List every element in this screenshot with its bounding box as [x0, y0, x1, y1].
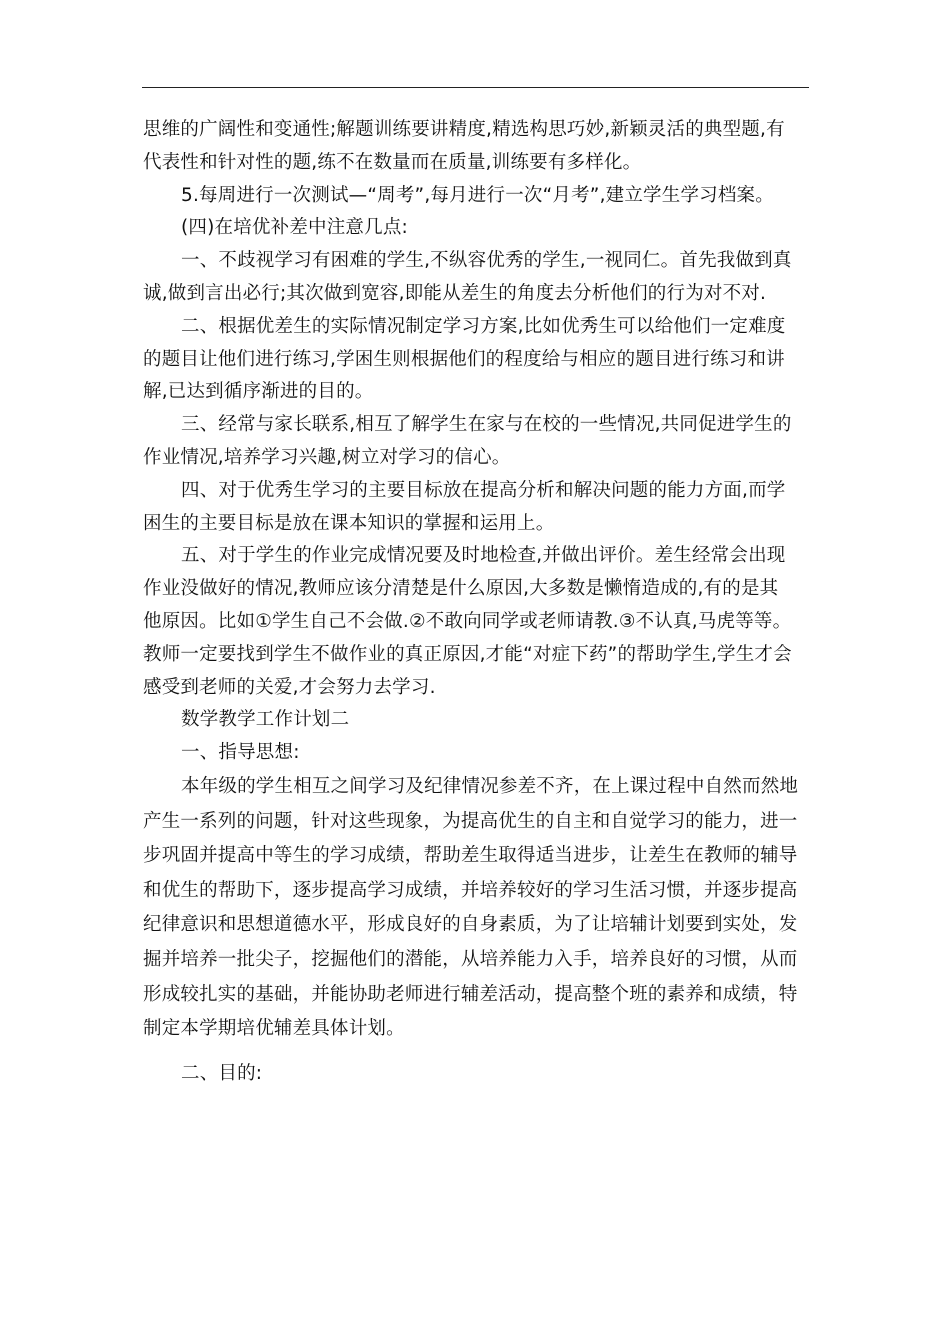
text-line: 二、目的: — [181, 1062, 263, 1084]
paragraph — [143, 540, 811, 704]
paragraph — [143, 770, 811, 1047]
text-line: 困生的主要目标是放在课本知识的掌握和运用上。 — [143, 512, 555, 534]
text-line: 五、对于学生的作业完成情况要及时地检查,并做出评价。差生经常会出现 — [181, 545, 786, 567]
paragraph — [143, 475, 811, 541]
header-rule — [142, 87, 809, 88]
paragraph — [143, 409, 811, 475]
text-line: 数学教学工作计划二 — [181, 709, 350, 731]
text-line: 一、指导思想: — [181, 742, 300, 764]
text-line: 本年级的学生相互之间学习及纪律情况参差不齐，在上课过程中自然而然地 — [181, 775, 799, 797]
text-line: 感受到老师的关爱,才会努力去学习. — [143, 676, 436, 698]
section-heading — [143, 1058, 811, 1091]
paragraph — [143, 180, 811, 213]
text-line: 二、根据优差生的实际情况制定学习方案,比如优秀生可以给他们一定难度 — [181, 315, 786, 337]
text-line: 产生一系列的问题，针对这些现象，为提高优生的自主和自觉学习的能力，进一 — [143, 810, 798, 832]
section-title — [143, 704, 811, 737]
text-line: 代表性和针对性的题,练不在数量而在质量,训练要有多样化。 — [143, 151, 642, 173]
text-line: 纪律意识和思想道德水平，形成良好的自身素质，为了让培辅计划要到实处，发 — [143, 914, 798, 936]
text-line: 三、经常与家长联系,相互了解学生在家与在校的一些情况,共同促进学生的 — [181, 414, 792, 436]
text-line: 教师一定要找到学生不做作业的真正原因,才能“对症下药”的帮助学生,学生才会 — [143, 643, 792, 665]
paragraph — [143, 245, 811, 311]
text-line: 的题目让他们进行练习,学困生则根据他们的程度给与相应的题目进行练习和讲 — [143, 348, 785, 370]
text-line: (四)在培优补差中注意几点: — [181, 217, 408, 239]
text-line: 作业情况,培养学习兴趣,树立对学习的信心。 — [143, 446, 511, 468]
text-line: 制定本学期培优辅差具体计划。 — [143, 1018, 405, 1040]
section-heading — [143, 212, 811, 245]
text-line: 作业没做好的情况,教师应该分清楚是什么原因,大多数是懒惰造成的,有的是其 — [143, 578, 779, 600]
paragraph — [143, 114, 811, 180]
text-line: 掘并培养一批尖子，挖掘他们的潜能，从培养能力入手，培养良好的习惯，从而 — [143, 948, 798, 970]
text-line: 他原因。比如①学生自己不会做.②不敢向同学或老师请教.③不认真,马虎等等。 — [143, 610, 792, 632]
text-line: 思维的广阔性和变通性;解题训练要讲精度,精选构思巧妙,新颖灵活的典型题,有 — [143, 119, 785, 140]
document-body — [143, 114, 811, 1090]
text-line: 诚,做到言出必行;其次做到宽容,即能从差生的角度去分析他们的行为对不对. — [143, 282, 767, 304]
text-line: 5.每周进行一次测试—“周考”,每月进行一次“月考”,建立学生学习档案。 — [181, 184, 774, 206]
text-line: 四、对于优秀生学习的主要目标放在提高分析和解决问题的能力方面,而学 — [181, 479, 786, 501]
text-line: 形成较扎实的基础，并能协助老师进行辅差活动，提高整个班的素养和成绩，特 — [143, 983, 798, 1005]
text-line: 一、不歧视学习有困难的学生,不纵容优秀的学生,一视同仁。首先我做到真 — [181, 250, 792, 272]
text-line: 步巩固并提高中等生的学习成绩，帮助差生取得适当进步，让差生在教师的辅导 — [143, 845, 798, 867]
section-heading — [143, 737, 811, 770]
paragraph — [143, 311, 811, 409]
text-line: 解,已达到循序渐进的目的。 — [143, 381, 374, 403]
text-line: 和优生的帮助下，逐步提高学习成绩，并培养较好的学习生活习惯，并逐步提高 — [143, 879, 798, 901]
